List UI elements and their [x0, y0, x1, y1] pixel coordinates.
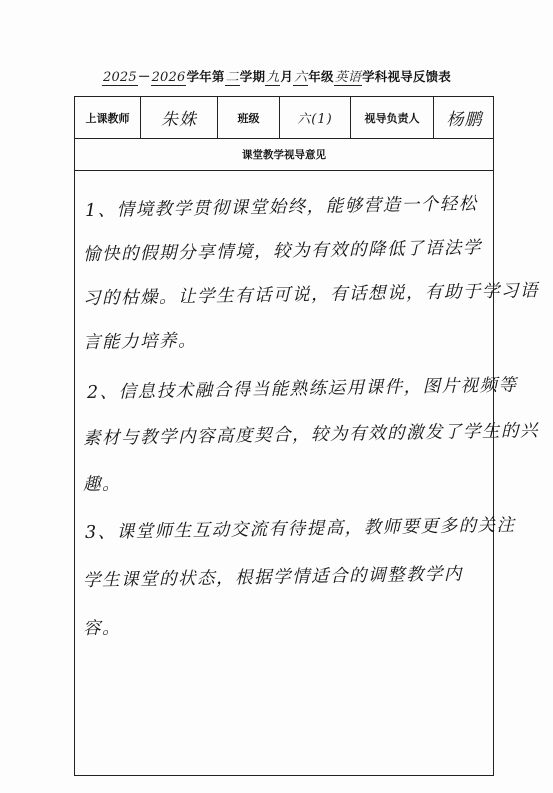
comment-line: 素材与教学内容高度契合，较为有效的激发了学生的兴 [82, 421, 540, 449]
feedback-table [74, 96, 540, 776]
title-year-start: 2025 [102, 70, 137, 85]
info-row [75, 97, 493, 139]
comment-line: 学生课堂的状态，根据学情适合的调整教学内 [82, 564, 464, 591]
comment-line: 2、信息技术融合得当能熟练运用课件，图片视频等 [86, 375, 518, 403]
teacher-value: 朱姝 [141, 97, 218, 138]
section-title: 课堂教学视导意见 [75, 139, 493, 171]
teacher-label: 上课教师 [75, 97, 141, 138]
title-grade: 六 [293, 66, 308, 86]
comment-line: 习的枯燥。让学生有话可说，有话想说，有助于学习语 [82, 281, 540, 309]
title-text-semester: 学期 [239, 69, 266, 84]
title-text-subject: 学科视导反馈表 [362, 69, 452, 84]
class-label: 班级 [218, 97, 280, 138]
comments-area [75, 171, 540, 775]
title-dash: － [137, 69, 151, 84]
comment-line: 3、课堂师生互动交流有待提高，教师要更多的关注 [84, 515, 516, 543]
class-value: 六(1) [280, 97, 351, 138]
form-title [0, 66, 553, 86]
title-year-end: 2026 [151, 70, 186, 85]
title-month: 九 [265, 66, 280, 86]
supervisor-label: 视导负责人 [351, 97, 434, 138]
comment-line: 1、情境教学贯彻课堂始终，能够营造一个轻松 [84, 194, 478, 221]
comment-line: 容。 [82, 618, 122, 639]
comment-line: 言能力培养。 [82, 331, 198, 353]
title-text-school-year: 学年第 [186, 69, 225, 84]
title-semester: 二 [225, 66, 240, 86]
supervisor-value: 杨鹏 [446, 110, 483, 130]
title-text-month: 月 [280, 69, 294, 84]
title-subject: 英语 [334, 66, 362, 86]
comment-line: 趣。 [82, 474, 122, 495]
title-text-grade: 年级 [308, 69, 334, 84]
comment-line: 愉快的假期分享情境，较为有效的降低了语法学 [82, 238, 483, 265]
